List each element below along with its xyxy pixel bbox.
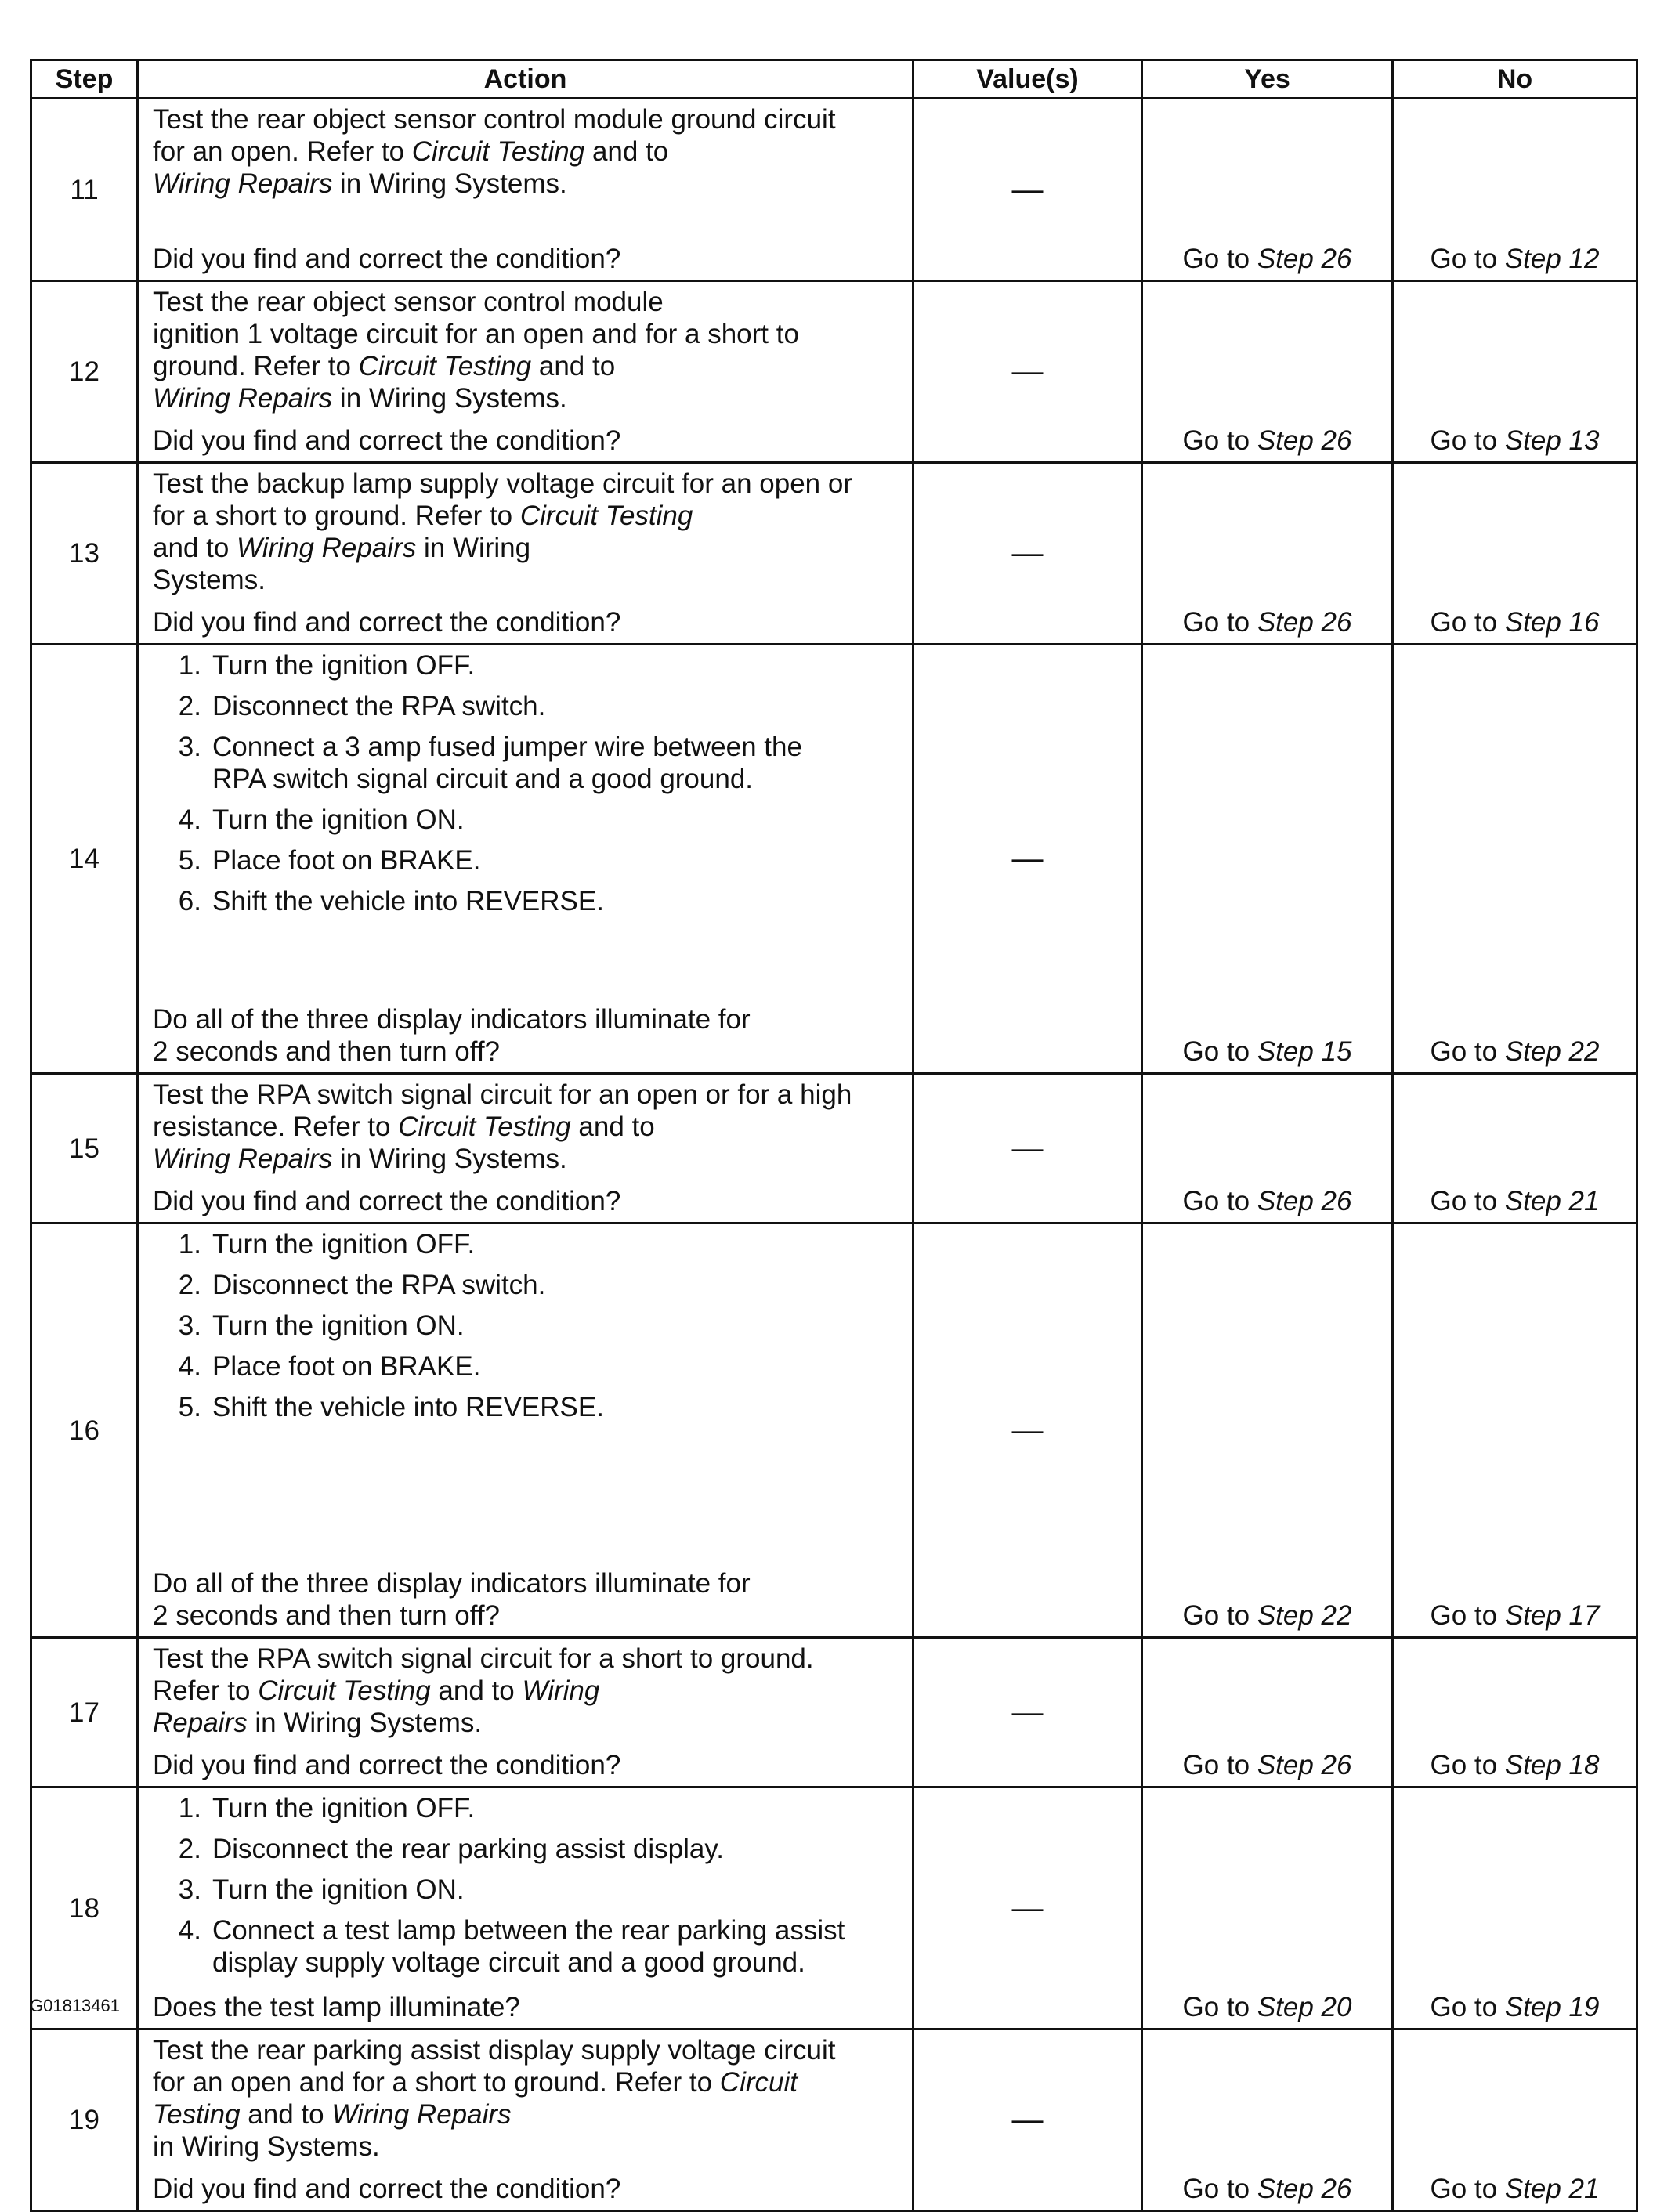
action-step-number: 2. bbox=[178, 1834, 201, 1864]
yes-cell bbox=[1142, 463, 1393, 645]
action-step-text: Place foot on BRAKE. bbox=[212, 1351, 481, 1382]
reference-link-text: Circuit Testing bbox=[519, 501, 693, 531]
action-question: Did you find and correct the condition? bbox=[153, 1186, 621, 1216]
no-goto-step: Step 17 bbox=[1504, 1600, 1600, 1631]
action-step-item bbox=[153, 649, 904, 681]
header-yes: Yes bbox=[1142, 60, 1393, 99]
no-goto-step: Step 16 bbox=[1504, 607, 1600, 638]
action-step-text: Place foot on BRAKE. bbox=[212, 845, 481, 876]
no-goto-step: Step 21 bbox=[1504, 1186, 1600, 1216]
action-content bbox=[153, 649, 904, 1068]
action-step-number: 3. bbox=[178, 732, 201, 762]
step-number: 18 bbox=[31, 1787, 138, 2029]
no-cell bbox=[1393, 1638, 1637, 1787]
no-goto-prefix: Go to bbox=[1430, 1186, 1505, 1216]
action-text bbox=[153, 286, 904, 414]
action-text-segment: and to bbox=[240, 2099, 332, 2130]
action-cell bbox=[138, 99, 913, 281]
action-step-text: Turn the ignition OFF. bbox=[212, 1229, 476, 1260]
value-cell: — bbox=[913, 281, 1142, 463]
action-step-item bbox=[153, 1874, 904, 1906]
action-text-segment: and to bbox=[538, 351, 616, 381]
action-text-segment: Test the backup lamp supply voltage circuit for an open or for a short to ground. Refer to bbox=[153, 468, 852, 531]
action-question: Does the test lamp illuminate? bbox=[153, 1992, 520, 2022]
action-question: Do all of the three display indicators illuminate for 2 seconds and then turn off? bbox=[153, 1004, 751, 1067]
action-question: Did you find and correct the condition? bbox=[153, 244, 621, 274]
yes-cell bbox=[1142, 1638, 1393, 1787]
no-cell bbox=[1393, 645, 1637, 1074]
action-step-number: 4. bbox=[178, 1351, 201, 1382]
no-cell bbox=[1393, 2029, 1637, 2211]
yes-cell bbox=[1142, 1787, 1393, 2029]
action-content bbox=[153, 1643, 904, 1781]
no-cell bbox=[1393, 1787, 1637, 2029]
action-text bbox=[153, 1079, 904, 1175]
step-number: 12 bbox=[31, 281, 138, 463]
no-cell bbox=[1393, 281, 1637, 463]
action-text-segment: and to bbox=[430, 1675, 523, 1706]
yes-goto-step: Step 26 bbox=[1257, 1186, 1352, 1216]
action-step-text: Turn the ignition ON. bbox=[212, 1874, 465, 1905]
action-step-item bbox=[153, 1228, 904, 1260]
action-text-segment: and to bbox=[591, 136, 669, 167]
action-step-number: 1. bbox=[178, 1793, 201, 1823]
action-content bbox=[153, 2034, 904, 2205]
action-text bbox=[153, 103, 904, 200]
action-step-number: 5. bbox=[178, 845, 201, 876]
yes-goto-step: Step 20 bbox=[1257, 1992, 1352, 2022]
header-row bbox=[31, 60, 1637, 99]
yes-goto-prefix: Go to bbox=[1182, 1750, 1257, 1780]
reference-link-text: Wiring Repairs bbox=[153, 168, 333, 199]
yes-goto-step: Step 22 bbox=[1257, 1600, 1352, 1631]
action-text-segment: in Wiring Systems. bbox=[332, 1144, 567, 1174]
no-goto-step: Step 12 bbox=[1504, 244, 1600, 274]
reference-link-text: Circuit Testing bbox=[358, 351, 532, 381]
figure-id: G01813461 bbox=[30, 1996, 120, 2015]
value-cell: — bbox=[913, 1638, 1142, 1787]
action-text-segment: in Wiring Systems. bbox=[153, 533, 531, 595]
step-number: 17 bbox=[31, 1638, 138, 1787]
no-goto-step: Step 18 bbox=[1504, 1750, 1600, 1780]
reference-link-text: Wiring Repairs bbox=[153, 383, 333, 414]
yes-goto-prefix: Go to bbox=[1182, 425, 1257, 456]
value-cell: — bbox=[913, 1787, 1142, 2029]
action-question: Did you find and correct the condition? bbox=[153, 1750, 621, 1780]
action-cell bbox=[138, 281, 913, 463]
reference-link-text: Wiring Repairs bbox=[331, 2099, 512, 2130]
action-text-segment: in Wiring Systems. bbox=[153, 2131, 380, 2162]
header-step: Step bbox=[31, 60, 138, 99]
action-text-segment: and to bbox=[578, 1111, 655, 1142]
action-step-text: Shift the vehicle into REVERSE. bbox=[212, 886, 604, 916]
action-step-text: Connect a 3 amp fused jumper wire between the RPA switch signal circuit and a good ground. bbox=[212, 732, 802, 794]
step-number: 19 bbox=[31, 2029, 138, 2211]
no-goto-prefix: Go to bbox=[1430, 1600, 1505, 1631]
action-cell bbox=[138, 1223, 913, 1638]
table-row bbox=[31, 281, 1637, 463]
yes-goto-prefix: Go to bbox=[1182, 244, 1257, 274]
table-body bbox=[31, 99, 1637, 2211]
action-text-segment: Test the rear object sensor control module ground circuit for an open. Refer to bbox=[153, 104, 836, 167]
action-content bbox=[153, 1079, 904, 1217]
no-cell bbox=[1393, 1074, 1637, 1223]
action-step-text: Disconnect the RPA switch. bbox=[212, 1270, 546, 1300]
table-row bbox=[31, 2029, 1637, 2211]
yes-cell bbox=[1142, 1223, 1393, 1638]
no-cell bbox=[1393, 463, 1637, 645]
action-cell bbox=[138, 1074, 913, 1223]
yes-goto-step: Step 26 bbox=[1257, 425, 1352, 456]
value-cell: — bbox=[913, 99, 1142, 281]
no-goto-step: Step 13 bbox=[1504, 425, 1600, 456]
yes-goto-step: Step 15 bbox=[1257, 1036, 1352, 1067]
no-cell bbox=[1393, 99, 1637, 281]
no-goto-step: Step 22 bbox=[1504, 1036, 1600, 1067]
action-step-item bbox=[153, 885, 904, 917]
action-text bbox=[153, 468, 904, 596]
yes-goto-prefix: Go to bbox=[1182, 1036, 1257, 1067]
value-cell: — bbox=[913, 2029, 1142, 2211]
action-steps-list bbox=[153, 1228, 904, 1432]
action-text-segment: Test the RPA switch signal circuit for an open or for a high resistance. Refer to bbox=[153, 1079, 852, 1142]
action-step-number: 2. bbox=[178, 691, 201, 721]
step-number: 11 bbox=[31, 99, 138, 281]
no-goto-step: Step 21 bbox=[1504, 2174, 1600, 2204]
action-content bbox=[153, 103, 904, 275]
yes-cell bbox=[1142, 281, 1393, 463]
value-cell: — bbox=[913, 1074, 1142, 1223]
step-number: 14 bbox=[31, 645, 138, 1074]
table-row bbox=[31, 1787, 1637, 2029]
action-content bbox=[153, 1792, 904, 2023]
action-step-item bbox=[153, 731, 904, 795]
table-row bbox=[31, 99, 1637, 281]
action-step-item bbox=[153, 844, 904, 876]
reference-link-text: Circuit Testing bbox=[258, 1675, 431, 1706]
action-cell bbox=[138, 463, 913, 645]
yes-goto-step: Step 26 bbox=[1257, 2174, 1352, 2204]
step-number: 16 bbox=[31, 1223, 138, 1638]
yes-cell bbox=[1142, 2029, 1393, 2211]
action-step-number: 4. bbox=[178, 1915, 201, 1946]
no-goto-prefix: Go to bbox=[1430, 425, 1505, 456]
action-text-segment: in Wiring Systems. bbox=[247, 1708, 483, 1738]
diagnostic-table bbox=[30, 59, 1638, 2212]
action-step-item bbox=[153, 1391, 904, 1423]
table-row bbox=[31, 1223, 1637, 1638]
action-step-item bbox=[153, 1914, 904, 1979]
action-question: Did you find and correct the condition? bbox=[153, 425, 621, 456]
no-goto-prefix: Go to bbox=[1430, 1992, 1505, 2022]
no-goto-prefix: Go to bbox=[1430, 244, 1505, 274]
action-question: Did you find and correct the condition? bbox=[153, 607, 621, 638]
yes-goto-prefix: Go to bbox=[1182, 1186, 1257, 1216]
action-text-segment: Test the rear object sensor control module ignition 1 voltage circuit for an open and for a short to ground. Refer to bbox=[153, 287, 799, 381]
reference-link-text: Wiring Repairs bbox=[153, 1144, 333, 1174]
action-text bbox=[153, 1643, 904, 1739]
action-text-segment: Test the RPA switch signal circuit for a short to ground. Refer to bbox=[153, 1643, 814, 1706]
action-step-item bbox=[153, 1310, 904, 1342]
header-action: Action bbox=[138, 60, 913, 99]
action-step-item bbox=[153, 690, 904, 722]
step-number: 13 bbox=[31, 463, 138, 645]
table-row bbox=[31, 1638, 1637, 1787]
table-row bbox=[31, 645, 1637, 1074]
action-step-number: 4. bbox=[178, 804, 201, 835]
yes-goto-prefix: Go to bbox=[1182, 1600, 1257, 1631]
action-cell bbox=[138, 1787, 913, 2029]
action-step-number: 1. bbox=[178, 1229, 201, 1260]
action-step-text: Shift the vehicle into REVERSE. bbox=[212, 1392, 604, 1422]
action-step-item bbox=[153, 1833, 904, 1865]
header-no: No bbox=[1393, 60, 1637, 99]
table-row bbox=[31, 463, 1637, 645]
action-steps-list bbox=[153, 649, 904, 926]
action-step-text: Disconnect the rear parking assist display. bbox=[212, 1834, 724, 1864]
yes-goto-step: Step 26 bbox=[1257, 244, 1352, 274]
yes-cell bbox=[1142, 645, 1393, 1074]
action-step-text: Connect a test lamp between the rear parking assist display supply voltage circuit and a good ground. bbox=[212, 1915, 845, 1978]
yes-goto-prefix: Go to bbox=[1182, 607, 1257, 638]
reference-link-text: Circuit Testing bbox=[411, 136, 585, 167]
action-step-number: 1. bbox=[178, 650, 201, 681]
action-content bbox=[153, 468, 904, 638]
action-steps-list bbox=[153, 1792, 904, 1987]
header-values: Value(s) bbox=[913, 60, 1142, 99]
value-cell: — bbox=[913, 645, 1142, 1074]
action-text-segment: and to bbox=[153, 533, 230, 563]
yes-cell bbox=[1142, 1074, 1393, 1223]
action-step-text: Turn the ignition OFF. bbox=[212, 650, 476, 681]
action-step-item bbox=[153, 1350, 904, 1382]
action-step-number: 3. bbox=[178, 1874, 201, 1905]
action-step-number: 5. bbox=[178, 1392, 201, 1422]
action-cell bbox=[138, 645, 913, 1074]
action-step-text: Turn the ignition OFF. bbox=[212, 1793, 476, 1823]
action-step-number: 3. bbox=[178, 1310, 201, 1341]
action-step-number: 6. bbox=[178, 886, 201, 916]
no-cell bbox=[1393, 1223, 1637, 1638]
action-text-segment: Test the rear parking assist display supply voltage circuit for an open and for a short to ground. Refer to bbox=[153, 2035, 836, 2098]
action-text bbox=[153, 2034, 904, 2163]
action-step-text: Disconnect the RPA switch. bbox=[212, 691, 546, 721]
value-cell: — bbox=[913, 1223, 1142, 1638]
yes-goto-step: Step 26 bbox=[1257, 607, 1352, 638]
yes-goto-step: Step 26 bbox=[1257, 1750, 1352, 1780]
action-step-item bbox=[153, 1269, 904, 1301]
value-cell: — bbox=[913, 463, 1142, 645]
no-goto-step: Step 19 bbox=[1504, 1992, 1600, 2022]
yes-goto-prefix: Go to bbox=[1182, 1992, 1257, 2022]
action-content bbox=[153, 286, 904, 457]
reference-link-text: Wiring Repairs bbox=[153, 1675, 600, 1738]
step-number: 15 bbox=[31, 1074, 138, 1223]
no-goto-prefix: Go to bbox=[1430, 607, 1505, 638]
reference-link-text: Circuit Testing bbox=[398, 1111, 571, 1142]
yes-cell bbox=[1142, 99, 1393, 281]
no-goto-prefix: Go to bbox=[1430, 1750, 1505, 1780]
action-step-text: Turn the ignition ON. bbox=[212, 1310, 465, 1341]
action-step-text: Turn the ignition ON. bbox=[212, 804, 465, 835]
action-question: Do all of the three display indicators illuminate for 2 seconds and then turn off? bbox=[153, 1568, 751, 1631]
action-cell bbox=[138, 2029, 913, 2211]
no-goto-prefix: Go to bbox=[1430, 1036, 1505, 1067]
reference-link-text: Wiring Repairs bbox=[237, 533, 417, 563]
action-step-item bbox=[153, 1792, 904, 1824]
yes-goto-prefix: Go to bbox=[1182, 2174, 1257, 2204]
reference-link-text: Circuit Testing bbox=[153, 2067, 798, 2130]
action-cell bbox=[138, 1638, 913, 1787]
no-goto-prefix: Go to bbox=[1430, 2174, 1505, 2204]
table-row bbox=[31, 1074, 1637, 1223]
action-text-segment: in Wiring Systems. bbox=[332, 168, 567, 199]
action-question: Did you find and correct the condition? bbox=[153, 2174, 621, 2204]
action-step-item bbox=[153, 804, 904, 836]
action-content bbox=[153, 1228, 904, 1632]
action-step-number: 2. bbox=[178, 1270, 201, 1300]
action-text-segment: in Wiring Systems. bbox=[332, 383, 567, 414]
